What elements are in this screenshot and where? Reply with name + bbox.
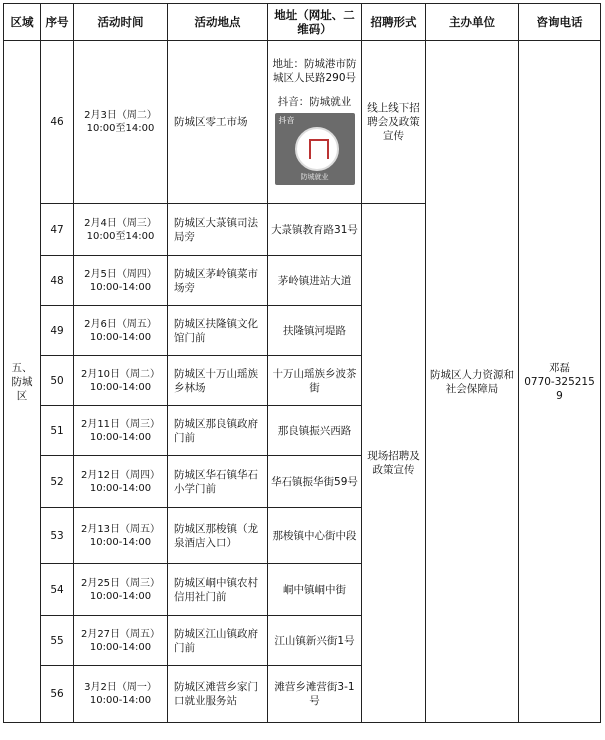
row-time: 2月3日（周二） 10:00至14:00	[74, 41, 168, 204]
row-place: 防城区那良镇政府门前	[168, 406, 268, 456]
row-address: 地址：防城港市防城区人民路290号	[272, 58, 357, 84]
table-row	[4, 41, 601, 204]
row-place: 防城区滩营乡家门口就业服务站	[168, 666, 268, 723]
row-number: 54	[41, 564, 74, 616]
row-number: 50	[41, 356, 74, 406]
row-number: 53	[41, 508, 74, 564]
contact-cell	[519, 41, 601, 723]
qr-caption: 防城就业	[300, 173, 329, 181]
header-time: 活动时间	[74, 4, 168, 41]
format-cell-online: 线上线下招聘会及政策宣传	[362, 41, 426, 204]
douyin-account: 抖音：防城就业	[277, 96, 352, 108]
row-address: 峒中镇峒中街	[268, 564, 362, 616]
row-time: 2月10日（周二） 10:00-14:00	[74, 356, 168, 406]
header-number: 序号	[41, 4, 74, 41]
row-place: 防城区华石镇华石小学门前	[168, 456, 268, 508]
row-address-cell	[268, 41, 362, 204]
header-format: 招聘形式	[362, 4, 426, 41]
header-contact: 咨询电话	[519, 4, 601, 41]
region-cell: 五、防城区	[4, 41, 41, 723]
row-address: 滩营乡滩营街3-1号	[268, 666, 362, 723]
row-time: 2月11日（周三） 10:00-14:00	[74, 406, 168, 456]
row-place: 防城区十万山瑶族乡林场	[168, 356, 268, 406]
row-place: 防城区江山镇政府门前	[168, 616, 268, 666]
row-number: 46	[41, 41, 74, 204]
contact-phone: 0770-3252159	[524, 375, 595, 402]
contact-name: 邓磊	[549, 361, 570, 374]
row-place: 防城区峒中镇农村信用社门前	[168, 564, 268, 616]
douyin-qr-code-icon	[275, 113, 355, 185]
row-address: 十万山瑶族乡波茶街	[268, 356, 362, 406]
header-region: 区域	[4, 4, 41, 41]
organizer-cell: 防城区人力资源和社会保障局	[426, 41, 519, 723]
row-number: 47	[41, 204, 74, 256]
header-row	[4, 4, 601, 41]
row-time: 2月5日（周四） 10:00-14:00	[74, 256, 168, 306]
recruitment-schedule-table	[3, 3, 601, 723]
row-time: 2月4日（周三） 10:00至14:00	[74, 204, 168, 256]
row-number: 52	[41, 456, 74, 508]
format-cell-onsite: 现场招聘及政策宣传	[362, 204, 426, 723]
row-number: 48	[41, 256, 74, 306]
row-number: 49	[41, 306, 74, 356]
row-number: 51	[41, 406, 74, 456]
qr-emblem-icon	[295, 127, 339, 171]
row-place: 防城区零工市场	[168, 41, 268, 204]
row-time: 2月12日（周四） 10:00-14:00	[74, 456, 168, 508]
row-place: 防城区茅岭镇菜市场旁	[168, 256, 268, 306]
row-number: 55	[41, 616, 74, 666]
header-place: 活动地点	[168, 4, 268, 41]
row-time: 2月25日（周三） 10:00-14:00	[74, 564, 168, 616]
row-place: 防城区大菉镇司法局旁	[168, 204, 268, 256]
row-time: 2月13日（周五） 10:00-14:00	[74, 508, 168, 564]
row-address: 华石镇振华街59号	[268, 456, 362, 508]
row-address: 那良镇振兴西路	[268, 406, 362, 456]
header-organizer: 主办单位	[426, 4, 519, 41]
row-time: 3月2日（周一） 10:00-14:00	[74, 666, 168, 723]
row-address: 大菉镇教育路31号	[268, 204, 362, 256]
row-place: 防城区扶隆镇文化馆门前	[168, 306, 268, 356]
row-time: 2月6日（周五） 10:00-14:00	[74, 306, 168, 356]
row-place: 防城区那梭镇（龙泉酒店入口）	[168, 508, 268, 564]
row-address: 那梭镇中心街中段	[268, 508, 362, 564]
row-address: 扶隆镇河堤路	[268, 306, 362, 356]
douyin-logo-text: 抖音	[278, 116, 295, 125]
row-address: 茅岭镇进站大道	[268, 256, 362, 306]
row-number: 56	[41, 666, 74, 723]
row-time: 2月27日（周五） 10:00-14:00	[74, 616, 168, 666]
row-address: 江山镇新兴街1号	[268, 616, 362, 666]
header-address: 地址（网址、二维码）	[268, 4, 362, 41]
